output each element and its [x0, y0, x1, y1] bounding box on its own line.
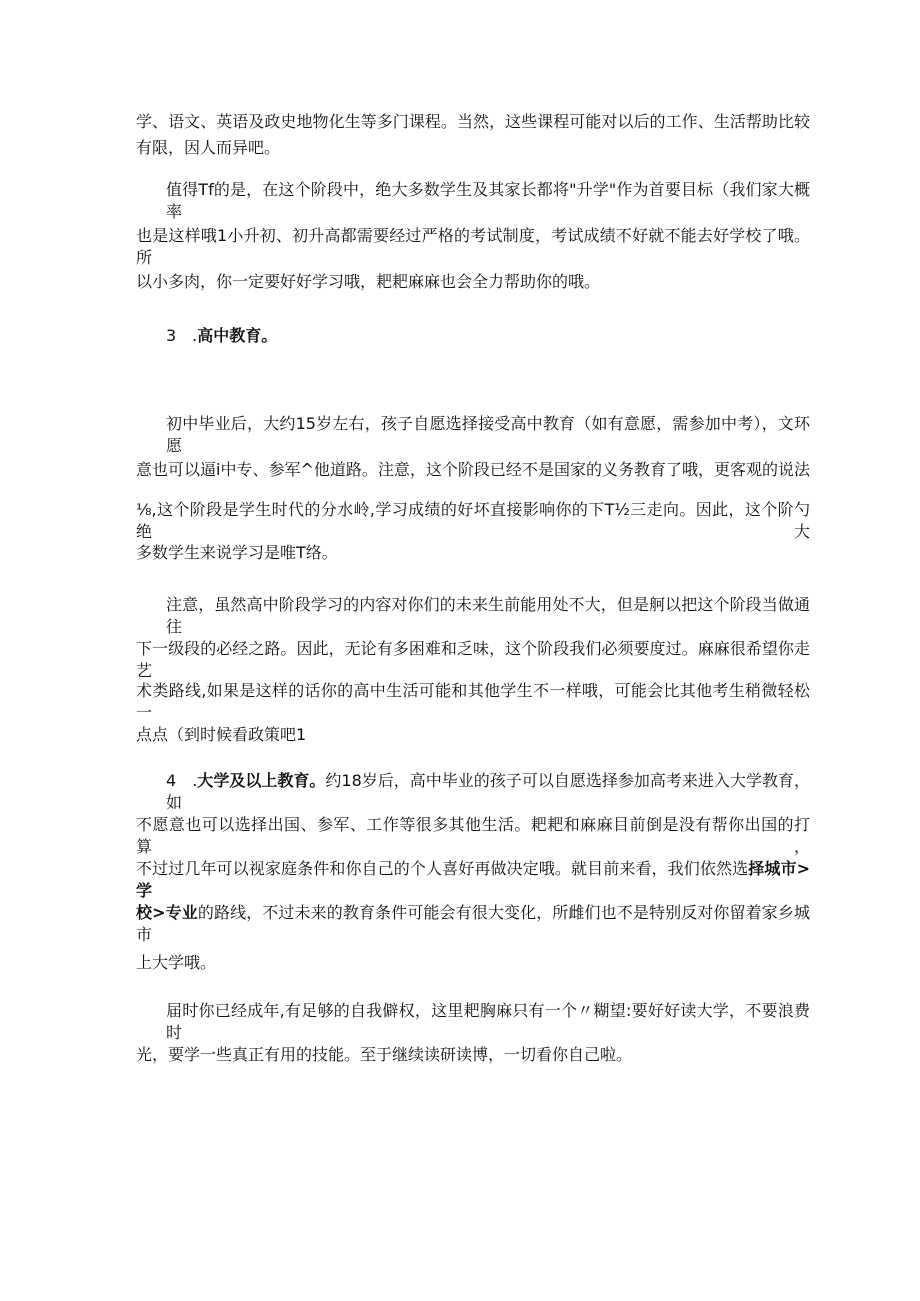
- text-segment: 术类路线,如果是这样的话你的高中生活可能和其他学生不一样哦，可能会比其他考生稍微轻松一: [136, 681, 810, 722]
- text-segment: 的路线，不过未来的教育条件可能会有很大变化，所雌们也不是特别反对你留着家乡城市: [136, 903, 810, 944]
- bold-text: 择城市>学: [136, 859, 810, 900]
- text-segment: 3 .: [166, 326, 198, 345]
- text-line: [136, 814, 810, 856]
- text-line: [166, 770, 810, 812]
- text-segment: 以小多肉，你一定要好好学习哦，耙耙麻麻也会全力帮助你的哦。: [136, 272, 601, 291]
- text-segment: 不过过几年可以视家庭条件和你自己的个人喜好再做决定哦。就目前来看，我们依然选: [136, 859, 749, 878]
- text-line: [136, 902, 810, 944]
- text-segment: 意也可以逼i中专、参军^他道路。注意，这个阶段已经不是国家的义务教育了哦，更客观的说法: [136, 460, 810, 479]
- text-line: [136, 137, 810, 159]
- text-line: [166, 413, 810, 455]
- text-segment: ⅛,这个阶段是学生时代的分水岭,学习成绩的好坏直接影响你的下T½三走向。因此，这个阶勺绝大: [136, 500, 810, 541]
- text-line: [166, 325, 810, 347]
- text-segment: 不愿意也可以选择出国、参军、工作等很多其他生活。耙耙和麻麻目前倒是没有帮你出国的打算，: [136, 815, 810, 856]
- text-segment: 也是这样哦1小升初、初升高都需要经过严格的考试制度，考试成绩不好就不能去好学校了哦。所: [136, 226, 810, 267]
- text-segment: 下一级段的必经之路。因此，无论有多困难和乏味，这个阶段我们必须要度过。麻麻很希望你走艺: [136, 639, 810, 680]
- text-line: [136, 724, 810, 746]
- text-line: [136, 858, 810, 900]
- text-segment: 上大学哦。: [136, 953, 217, 972]
- text-line: [136, 111, 810, 133]
- text-line: [136, 638, 810, 680]
- text-line: [136, 459, 810, 481]
- text-segment: 值得Tf的是，在这个阶段中，绝大多数学生及其家长都将"升学"作为首要目标（我们家大概率: [166, 180, 810, 221]
- text-line: [136, 680, 810, 722]
- text-segment: 注意，虽然高中阶段学习的内容对你们的未来生前能用处不大，但是舸以把这个阶段当做通往: [166, 595, 810, 636]
- text-segment: 初中毕业后，大约15岁左右，孩子自愿选择接受高中教育（如有意愿，需参加中考），文环愿: [166, 414, 810, 455]
- text-line: [136, 271, 810, 293]
- text-line: [166, 1000, 810, 1042]
- text-segment: 多数学生来说学习是唯T络。: [136, 543, 338, 562]
- text-line: [136, 1044, 810, 1066]
- text-line: [136, 225, 810, 267]
- text-line: [136, 542, 810, 564]
- bold-text: 高中教育。: [197, 326, 278, 345]
- text-segment: 学、语文、英语及政史地物化生等多门课程。当然，这些课程可能对以后的工作、生活帮助比较: [136, 112, 810, 131]
- text-segment: 点点（到时候看政策吧1: [136, 725, 307, 744]
- text-line: [136, 952, 810, 974]
- text-line: [166, 179, 810, 221]
- text-segment: 届时你已经成年,有足够的自我僻权，这里耙胸麻只有一个〃糊望:要好好读大学，不要浪费时: [166, 1001, 810, 1042]
- text-line: [166, 594, 810, 636]
- bold-text: 校>专业: [136, 903, 198, 922]
- text-line: [136, 499, 810, 541]
- text-segment: 4 .: [166, 771, 198, 790]
- text-segment: 约18岁后，高中毕业的孩子可以自愿选择参加高考来进入大学教育，如: [166, 771, 810, 812]
- bold-text: 大学及以上教育。: [197, 771, 326, 790]
- text-segment: 有限，因人而异吧。: [136, 138, 281, 157]
- text-segment: 光，要学一些真正有用的技能。至于继续读研读博，一切看你自己啦。: [136, 1045, 633, 1064]
